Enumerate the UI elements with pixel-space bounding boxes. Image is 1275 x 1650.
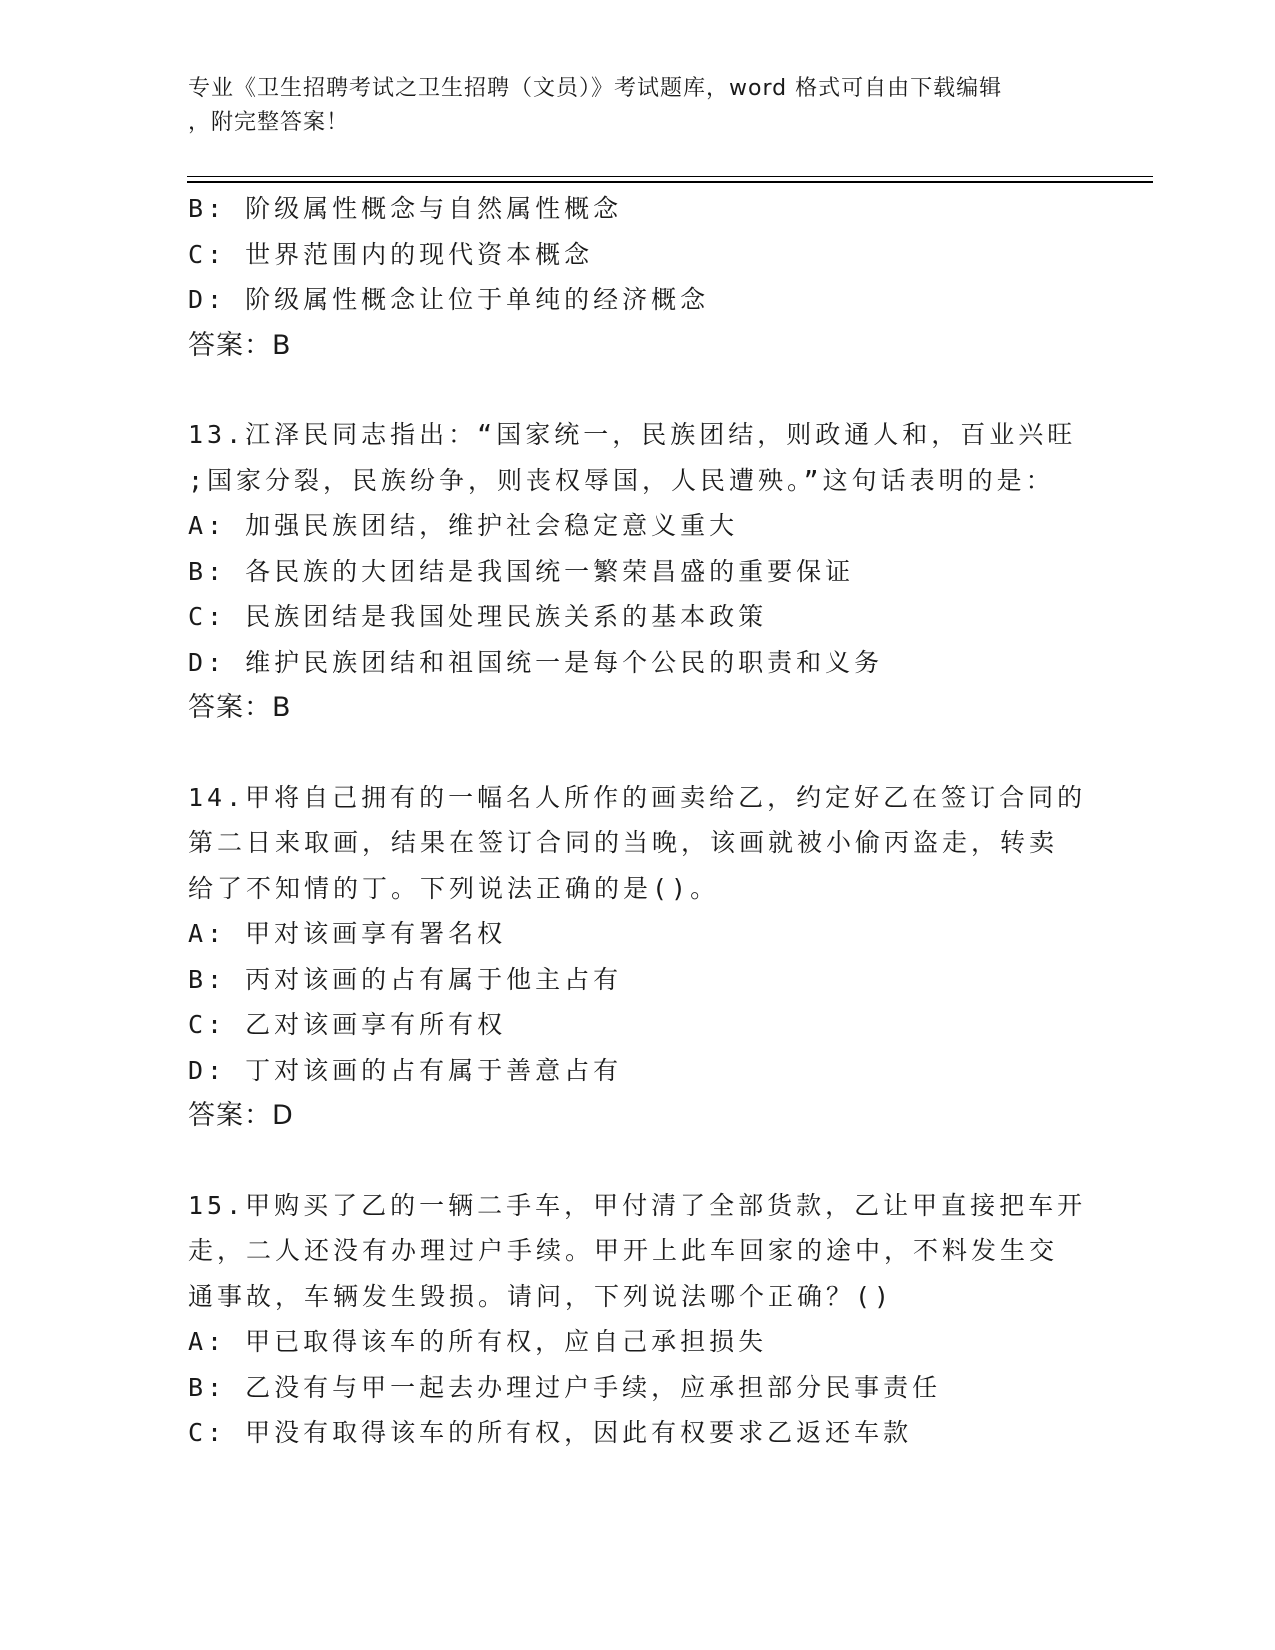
option-c: C: 民族团结是我国处理民族关系的基本政策	[188, 602, 768, 631]
option-b: B: 乙没有与甲一起去办理过户手续，应承担部分民事责任	[188, 1372, 942, 1402]
continued-question	[188, 186, 1088, 368]
header-divider-thick	[187, 181, 1153, 183]
answer-line: 答案：B	[188, 692, 292, 723]
option-d: D: 阶级属性概念让位于单纯的经济概念	[188, 285, 710, 314]
answer-line: 答案：B	[188, 329, 292, 361]
option-c: C: 乙对该画享有所有权	[188, 1010, 507, 1039]
option-c: C: 世界范围内的现代资本概念	[188, 239, 594, 269]
question-content	[188, 186, 1088, 1456]
option-a: A: 甲已取得该车的所有权，应自己承担损失	[188, 1327, 768, 1356]
page-header	[188, 72, 1068, 140]
question-stem: ;国家分裂，民族纷争，则丧权辱国，人民遭殃。”这句话表明的是：	[188, 465, 1055, 495]
question-15	[188, 1183, 1088, 1456]
option-a: A: 加强民族团结，维护社会稳定意义重大	[188, 511, 739, 540]
option-d: D: 丁对该画的占有属于善意占有	[188, 1055, 623, 1085]
header-line-2: ，附完整答案！	[188, 110, 350, 135]
header-line-1: 专业《卫生招聘考试之卫生招聘（文员）》考试题库，word 格式可自由下载编辑	[188, 76, 1003, 101]
option-b: B: 阶级属性概念与自然属性概念	[188, 194, 623, 223]
option-b: B: 各民族的大团结是我国统一繁荣昌盛的重要保证	[188, 556, 855, 586]
question-stem: 走，二人还没有办理过户手续。甲开上此车回家的途中，不料发生交	[188, 1236, 1059, 1265]
answer-line: 答案：D	[188, 1100, 294, 1131]
question-stem: 第二日来取画，结果在签订合同的当晚，该画就被小偷丙盗走，转卖	[188, 828, 1059, 857]
option-b: B: 丙对该画的占有属于他主占有	[188, 964, 623, 994]
question-13	[188, 412, 1088, 731]
question-stem: 通事故，车辆发生毁损。请问，下列说法哪个正确？()	[188, 1281, 894, 1311]
header-divider-thin	[187, 176, 1153, 177]
question-stem: 给了不知情的丁。下列说法正确的是()。	[188, 873, 720, 903]
question-14	[188, 775, 1088, 1139]
option-d: D: 维护民族团结和祖国统一是每个公民的职责和义务	[188, 647, 884, 677]
question-stem: 15.甲购买了乙的一辆二手车，甲付清了全部货款，乙让甲直接把车开	[188, 1190, 1087, 1220]
question-stem: 13.江泽民同志指出：“国家统一，民族团结，则政通人和，百业兴旺	[188, 420, 1077, 449]
question-stem: 14.甲将自己拥有的一幅名人所作的画卖给乙，约定好乙在签订合同的	[188, 782, 1087, 812]
option-a: A: 甲对该画享有署名权	[188, 919, 507, 948]
option-c: C: 甲没有取得该车的所有权，因此有权要求乙返还车款	[188, 1418, 913, 1447]
